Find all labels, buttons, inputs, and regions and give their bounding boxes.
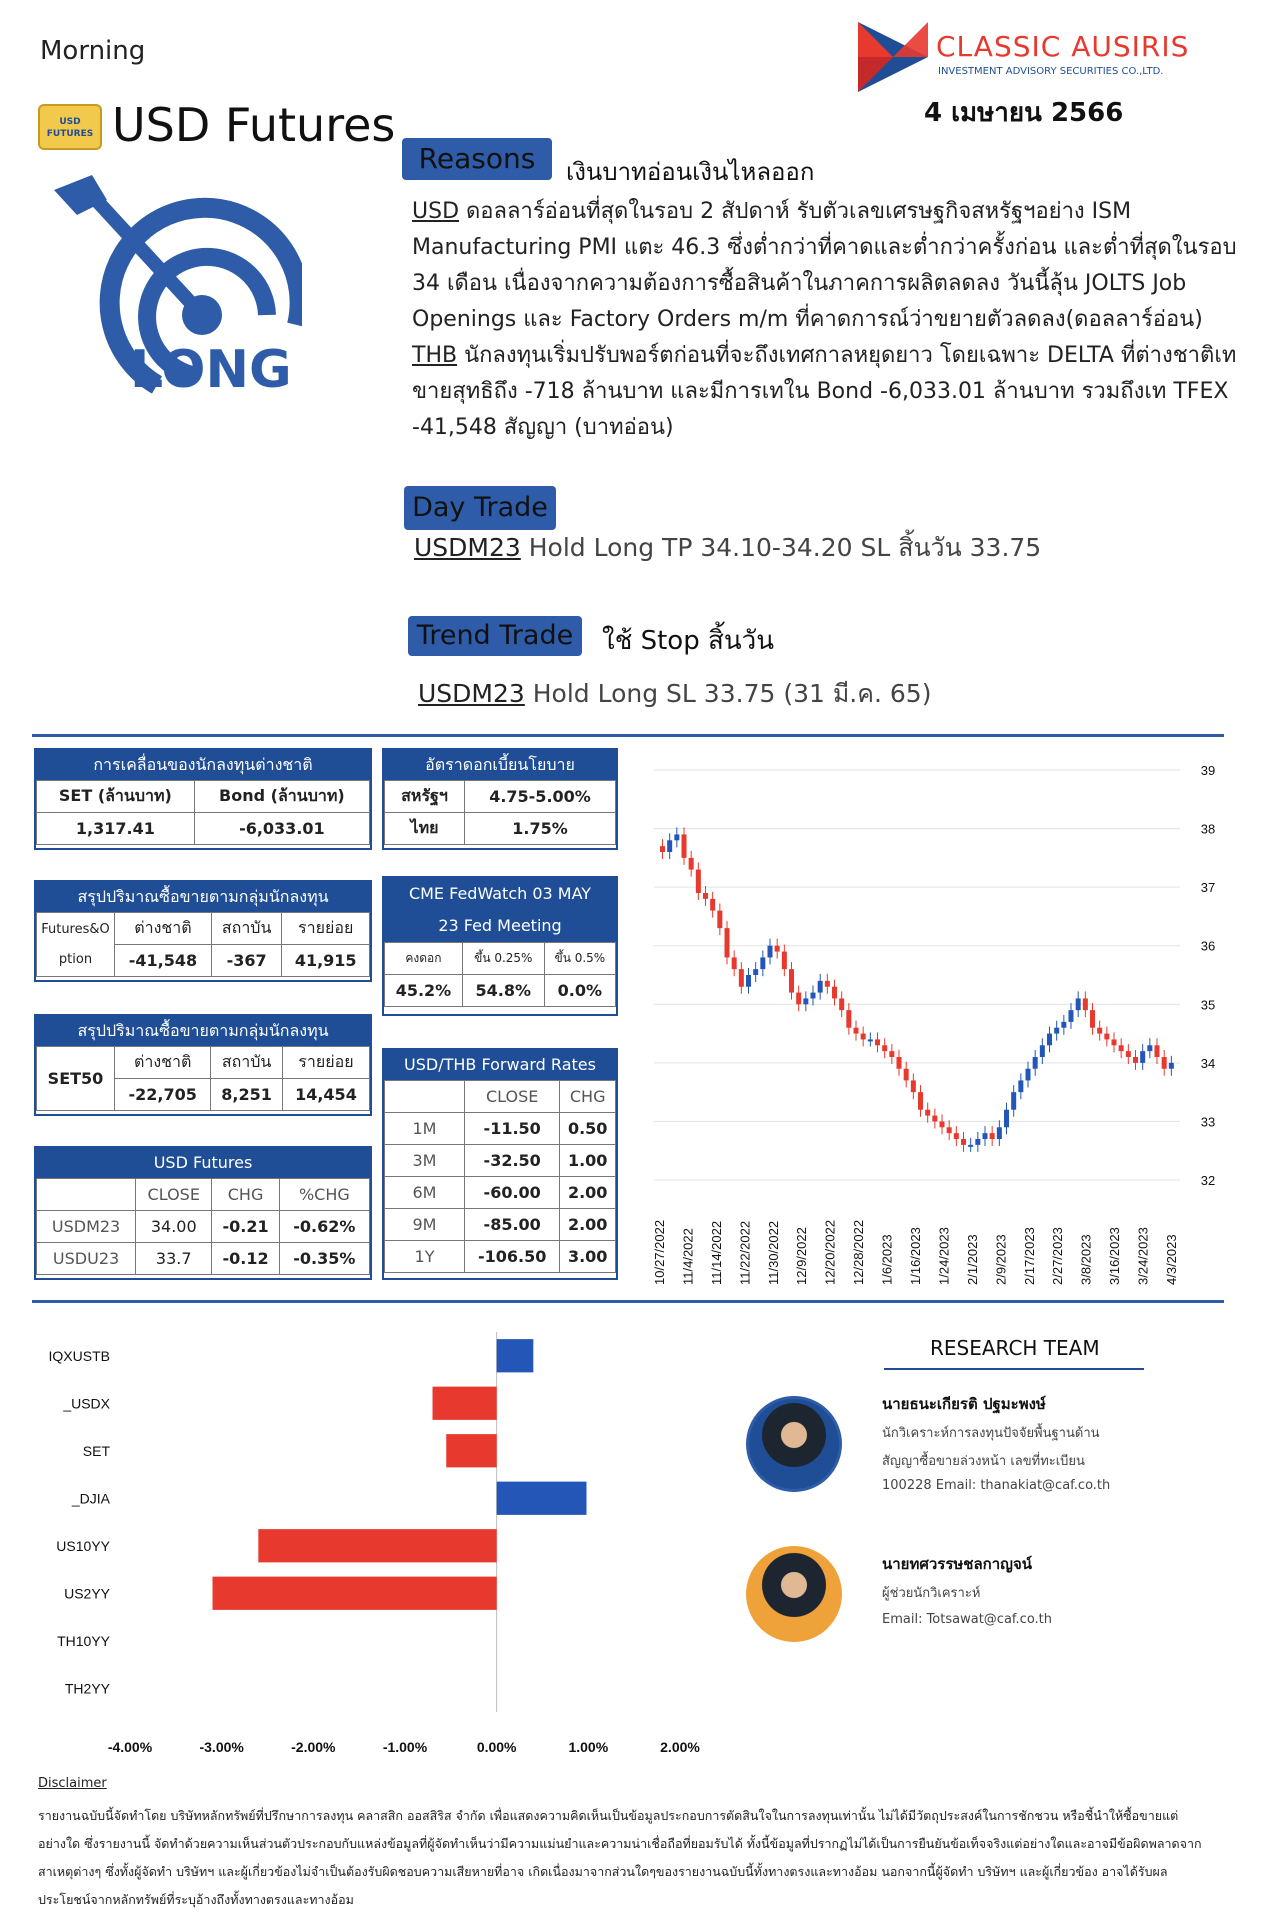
candle-body [875,1039,880,1045]
candle-body [732,957,737,969]
candle-body [1126,1051,1131,1057]
uf-r1-c0: USDU23 [37,1243,136,1275]
policy-rate-table [382,748,618,850]
candle-body [1147,1045,1152,1051]
fw-r3-c2: 2.00 [560,1209,616,1241]
candle-body [983,1133,988,1139]
bar [258,1529,496,1562]
fw-r1-c0: 3M [385,1145,465,1177]
policy-rate-title: อัตราดอกเบี้ยนโยบาย [384,750,616,780]
candle-body [925,1110,930,1116]
y-tick-label: 33 [1200,1114,1216,1130]
x-tick-label: 0.00% [476,1739,517,1755]
candle-body [1119,1045,1124,1051]
bar [433,1387,497,1420]
x-tick-label: 12/20/2022 [822,1219,838,1285]
x-tick-label: 11/22/2022 [737,1220,753,1285]
candle-body [961,1139,966,1145]
fw-h2: CHG [560,1081,616,1113]
candle-body [811,993,816,999]
candle-body [947,1127,952,1133]
fw-h1: CLOSE [465,1081,560,1113]
candle-body [818,981,823,993]
x-tick-label: 1/24/2023 [936,1227,952,1285]
bar [497,1482,587,1515]
category-label: SET [82,1442,110,1459]
reasons-label: Reasons [402,138,552,180]
fed-h-hold: คงดอก [385,943,463,975]
candle-body [868,1039,873,1041]
set50-flow-title: สรุปปริมาณซื้อขายตามกลุ่มนักลงทุน [36,1016,370,1046]
fedwatch-table [382,876,618,1016]
uf-h2: CHG [212,1179,279,1211]
candle-body [932,1116,937,1122]
candle-body [667,840,672,852]
x-tick-label: 12/28/2022 [851,1219,867,1285]
uf-r0-c1: 34.00 [136,1211,212,1243]
candle-body [1054,1028,1059,1034]
fw-r1-c1: -32.50 [465,1145,560,1177]
futures-h-retail: รายย่อย [282,913,370,945]
fw-r2-c0: 6M [385,1177,465,1209]
candle-body [1026,1069,1031,1081]
candle-body [1097,1028,1102,1034]
candle-body [1040,1045,1045,1057]
bar [446,1434,496,1467]
futures-v-retail: 41,915 [282,945,370,977]
avatar [746,1396,842,1492]
x-tick-label: 10/27/2022 [652,1219,667,1285]
morning-label: Morning [40,36,146,66]
x-tick-label: 1.00% [568,1739,609,1755]
candle-body [889,1051,894,1057]
candle-body [882,1045,887,1051]
analyst1-role: นักวิเคราะห์การลงทุนปัจจัยพื้นฐานด้าน [882,1426,1100,1441]
fw-r3-c1: -85.00 [465,1209,560,1241]
candle-body [682,834,687,857]
candle-body [954,1133,959,1139]
candle-body [968,1145,973,1147]
x-tick-label: 2/27/2023 [1050,1227,1066,1285]
table-row [385,1177,616,1209]
candle-body [696,870,701,893]
set50-row-label: SET50 [37,1047,115,1111]
category-label: _DJIA [71,1490,110,1507]
divider-middle [32,1300,1224,1303]
x-tick-label: 11/4/2022 [680,1228,696,1285]
candle-body [1033,1057,1038,1069]
candle-body [789,969,794,992]
fw-r3-c0: 9M [385,1209,465,1241]
fw-r0-c2: 0.50 [560,1113,616,1145]
category-label: TH10YY [57,1632,110,1649]
market-change-bar-chart [30,1322,730,1762]
candle-body [825,981,830,987]
candle-body [1140,1051,1145,1063]
foreign-flow-table [34,748,372,850]
fw-r4-c0: 1Y [385,1241,465,1273]
candle-body [832,987,837,999]
candle-body [1155,1045,1160,1057]
analyst2-contact: Email: Totsawat@caf.co.th [882,1612,1053,1627]
table-row [37,1243,370,1275]
candle-body [1011,1092,1016,1110]
usd-futures-table [34,1146,372,1280]
company-subtitle: INVESTMENT ADVISORY SECURITIES CO.,LTD. [938,66,1164,77]
candle-body [746,975,751,987]
set-header: SET (ล้านบาท) [37,781,195,813]
candle-body [1169,1063,1174,1069]
report-date: 4 เมษายน 2566 [924,98,1124,128]
foreign-flow-title: การเคลื่อนของนักลงทุนต่างชาติ [36,750,370,780]
usdthb-candlestick-chart [640,750,1240,1290]
uf-r0-c3: -0.62% [279,1211,369,1243]
candle-body [710,899,715,911]
candle-body [1076,998,1081,1010]
y-tick-label: 38 [1200,821,1216,837]
thb-paragraph: นักลงทุนเริ่มปรับพอร์ตก่อนที่จะถึงเทศกาลหยุดยาว โดยเฉพาะ DELTA ที่ต่างชาติเทขายสุทธิถึง -718 ล้านบาท และมีการเทใน Bond -6,033.01 ล้านบาท รวมถึงเท TFEX -41,548 สัญญา (บาทอ่อน) [412,343,1237,440]
candle-body [775,946,780,952]
fed-h-50: ขึ้น 0.5% [544,943,615,975]
fed-v-50: 0.0% [544,975,615,1007]
x-tick-label: 2/1/2023 [964,1234,980,1285]
candle-body [1162,1057,1167,1069]
candle-body [904,1069,909,1081]
x-tick-label: -4.00% [107,1739,153,1755]
candle-body [796,993,801,1005]
table-row [385,1145,616,1177]
category-label: _USDX [63,1395,110,1412]
x-tick-label: 3/24/2023 [1135,1227,1151,1285]
futures-h-inst: สถาบัน [211,913,282,945]
thb-tag: THB [412,343,458,368]
set50-v-retail: 14,454 [282,1079,369,1111]
table-row [385,1241,616,1273]
candle-body [1083,998,1088,1010]
set50-v-foreign: -22,705 [115,1079,211,1111]
trend-trade-symbol: USDM23 [418,679,525,708]
x-tick-label: -1.00% [382,1739,428,1755]
trend-trade-plan: Hold Long SL 33.75 (31 มี.ค. 65) [524,679,932,708]
trend-trade-label: Trend Trade [408,616,582,656]
candle-body [846,1010,851,1028]
fw-r0-c0: 1M [385,1113,465,1145]
futures-flow-table [34,880,372,982]
candle-body [703,893,708,899]
bond-header: Bond (ล้านบาท) [194,781,369,813]
day-trade-label: Day Trade [404,486,556,530]
x-tick-label: 11/14/2022 [708,1220,724,1285]
th-rate-value: 1.75% [465,813,616,845]
set50-h-foreign: ต่างชาติ [115,1047,211,1079]
x-tick-label: 3/8/2023 [1078,1234,1094,1285]
th-rate-label: ไทย [385,813,465,845]
day-trade-symbol: USDM23 [414,533,521,562]
candle-body [1104,1034,1109,1040]
day-trade-plan: Hold Long TP 34.10-34.20 SL สิ้นวัน 33.75 [520,533,1042,562]
x-tick-label: 4/3/2023 [1164,1234,1179,1285]
trend-trade-note: ใช้ Stop สิ้นวัน [602,626,774,656]
uf-h1: CLOSE [136,1179,212,1211]
disclaimer-title: Disclaimer [38,1776,107,1791]
usd-futures-logo: USD FUTURES [38,104,102,150]
candle-body [854,1028,859,1034]
analyst2-role: ผู้ช่วยนักวิเคราะห์ [882,1586,981,1601]
fw-r4-c2: 3.00 [560,1241,616,1273]
x-tick-label: 1/6/2023 [879,1234,895,1285]
x-tick-label: 1/16/2023 [908,1227,923,1285]
uf-r1-c2: -0.12 [212,1243,279,1275]
y-tick-label: 35 [1200,997,1216,1013]
y-tick-label: 37 [1200,880,1216,896]
futures-h-foreign: ต่างชาติ [115,913,212,945]
uf-r1-c3: -0.35% [279,1243,369,1275]
futures-v-foreign: -41,548 [115,945,212,977]
category-label: TH2YY [64,1680,110,1697]
candle-body [689,858,694,870]
candle-body [997,1127,1002,1139]
bar [213,1577,497,1610]
divider-top [32,734,1224,737]
x-tick-label: 11/30/2022 [765,1220,781,1285]
fed-h-25: ขึ้น 0.25% [462,943,544,975]
fw-r2-c1: -60.00 [465,1177,560,1209]
candle-body [803,998,808,1004]
y-tick-label: 36 [1200,938,1216,954]
fedwatch-title: CME FedWatch 03 MAY 23 Fed Meeting [384,878,616,942]
research-title: RESEARCH TEAM [930,1336,1100,1360]
candle-body [897,1057,902,1069]
analyst1-name: นายธนะเกียรติ ปฐมะพงษ์ [882,1395,1046,1413]
company-name: CLASSIC AUSIRIS [936,30,1190,63]
fw-r4-c1: -106.50 [465,1241,560,1273]
category-label: IQXUSTB [48,1347,110,1364]
set50-h-retail: รายย่อย [282,1047,369,1079]
candle-body [660,846,665,852]
y-tick-label: 34 [1200,1055,1216,1071]
reasons-body [412,194,1254,446]
candle-body [940,1121,945,1127]
futures-flow-title: สรุปปริมาณซื้อขายตามกลุ่มนักลงทุน [36,882,370,912]
x-tick-label: -2.00% [291,1739,336,1755]
usd-tag: USD [412,199,460,224]
futures-row-label: Futures&O ption [37,913,115,977]
fw-r2-c2: 2.00 [560,1177,616,1209]
candle-body [725,928,730,957]
candle-body [717,911,722,929]
uf-h3: %CHG [279,1179,369,1211]
usd-futures-title: USD Futures [36,1148,370,1178]
company-logo-icon [858,22,928,92]
signal-label: LONG [130,340,292,400]
candle-body [990,1133,995,1139]
table-row [385,1209,616,1241]
bond-value: -6,033.01 [194,813,369,845]
set50-v-inst: 8,251 [211,1079,283,1111]
set-value: 1,317.41 [37,813,195,845]
avatar [746,1546,842,1642]
us-rate-label: สหรัฐฯ [385,781,465,813]
forward-rates-title: USD/THB Forward Rates [384,1050,616,1080]
bar [497,1339,534,1372]
candle-body [839,998,844,1010]
table-row [37,1211,370,1243]
fed-v-25: 54.8% [462,975,544,1007]
x-tick-label: 3/16/2023 [1107,1227,1123,1285]
y-tick-label: 32 [1200,1173,1216,1188]
fed-v-hold: 45.2% [385,975,463,1007]
candle-body [674,834,679,840]
analyst1-role2: สัญญาซื้อขายล่วงหน้า เลขที่ทะเบียน [882,1454,1085,1469]
reasons-headline: เงินบาทอ่อนเงินไหลออก [566,158,815,186]
day-trade-text [414,528,1041,568]
uf-r0-c2: -0.21 [212,1211,279,1243]
usd-paragraph: ดอลลาร์อ่อนที่สุดในรอบ 2 สัปดาห์ รับตัวเลขเศรษฐกิจสหรัฐฯอย่าง ISM Manufacturing PMI แตะ 46.3 ซึ่งต่ำกว่าที่คาดและต่ำกว่าครั้งก่อน และต่ำที่สุดในรอบ 34 เดือน เนื่องจากความต้องการซื้อสินค้าในภาคการผลิตลดลง วันนี้ลุ้น JOLTS Job Openings และ Factory Orders m/m ที่คาดการณ์ว่าขยายตัวลดลง(ดอลลาร์อ่อน) [412,199,1237,332]
category-label: US2YY [64,1585,110,1602]
uf-h0 [37,1179,136,1211]
fw-h0 [385,1081,465,1113]
trend-trade-text [418,674,931,714]
candle-body [1018,1080,1023,1092]
uf-r1-c1: 33.7 [136,1243,212,1275]
candle-body [1090,1010,1095,1028]
x-tick-label: 2/9/2023 [993,1234,1009,1285]
research-underline [884,1368,1144,1370]
candle-body [768,946,773,958]
fw-r0-c1: -11.50 [465,1113,560,1145]
us-rate-value: 4.75-5.00% [465,781,616,813]
candle-body [1112,1039,1117,1045]
candle-body [861,1034,866,1040]
category-label: US10YY [56,1537,110,1554]
candle-body [753,969,758,975]
candle-body [975,1139,980,1145]
x-tick-label: -3.00% [199,1739,244,1755]
candle-body [1004,1110,1009,1128]
table-row [385,1113,616,1145]
y-tick-label: 39 [1200,763,1216,778]
candle-body [739,969,744,987]
disclaimer-text: รายงานฉบับนี้จัดทำโดย บริษัทหลักทรัพย์ที่ปรึกษาการลงทุน คลาสสิก ออสสิริส จำกัด เพื่อแสดงความคิดเห็นเป็นข้อมูลประกอบการตัดสินใจในการลงทุนเท่านั้น ไม่ได้มีวัตถุประสงค์ในการชักชวน หรือชี้นำให้ซื้อขายแต่อย่างใด ซึ่งรายงานนี้ จัดทำด้วยความเห็นส่วนตัวประกอบกับแหล่งข้อมูลที่ผู้จัดทำเห็นว่ามีความแม่นยำและความน่าเชื่อถือที่ยอมรับได้ ทั้งนี้ข้อมูลที่ปรากฏไม่ได้เป็นการยืนยันข้อเท็จจริงแต่อย่างใดและอาจมีข้อผิดพลาดจากสาเหตุต่างๆ ซึ่งทั้งผู้จัดทำ บริษัทฯ และผู้เกี่ยวข้องไม่จำเป็นต้องรับผิดชอบความเสียหายที่อาจ เกิดเนื่องมาจากส่วนใดๆของรายงานฉบับนี้ทั้งทางตรงและทางอ้อม นอกจากนี้ผู้จัดทำ บริษัทฯ และผู้เกี่ยวข้อง อาจได้รับผลประโยชน์จากหลักทรัพย์ที่ระบุอ้างถึงทั้งทางตรงและทางอ้อม [38,1808,1202,1907]
candle-body [1133,1057,1138,1063]
candle-body [1047,1034,1052,1046]
set50-flow-table [34,1014,372,1116]
set50-h-inst: สถาบัน [211,1047,283,1079]
futures-v-inst: -367 [211,945,282,977]
x-tick-label: 2/17/2023 [1021,1227,1037,1285]
candle-body [918,1092,923,1110]
x-tick-label: 2.00% [660,1739,700,1755]
fw-r1-c2: 1.00 [560,1145,616,1177]
candle-body [911,1080,916,1092]
product-title: USD Futures [112,98,396,152]
candle-body [1061,1022,1066,1028]
uf-r0-c0: USDM23 [37,1211,136,1243]
x-tick-label: 12/9/2022 [794,1227,810,1285]
candle-body [1069,1010,1074,1022]
forward-rates-table [382,1048,618,1280]
candle-body [760,957,765,969]
candle-body [782,952,787,970]
analyst1-contact: 100228 Email: thanakiat@caf.co.th [882,1478,1111,1493]
analyst2-name: นายทศวรรษชลกาญจน์ [882,1555,1032,1573]
